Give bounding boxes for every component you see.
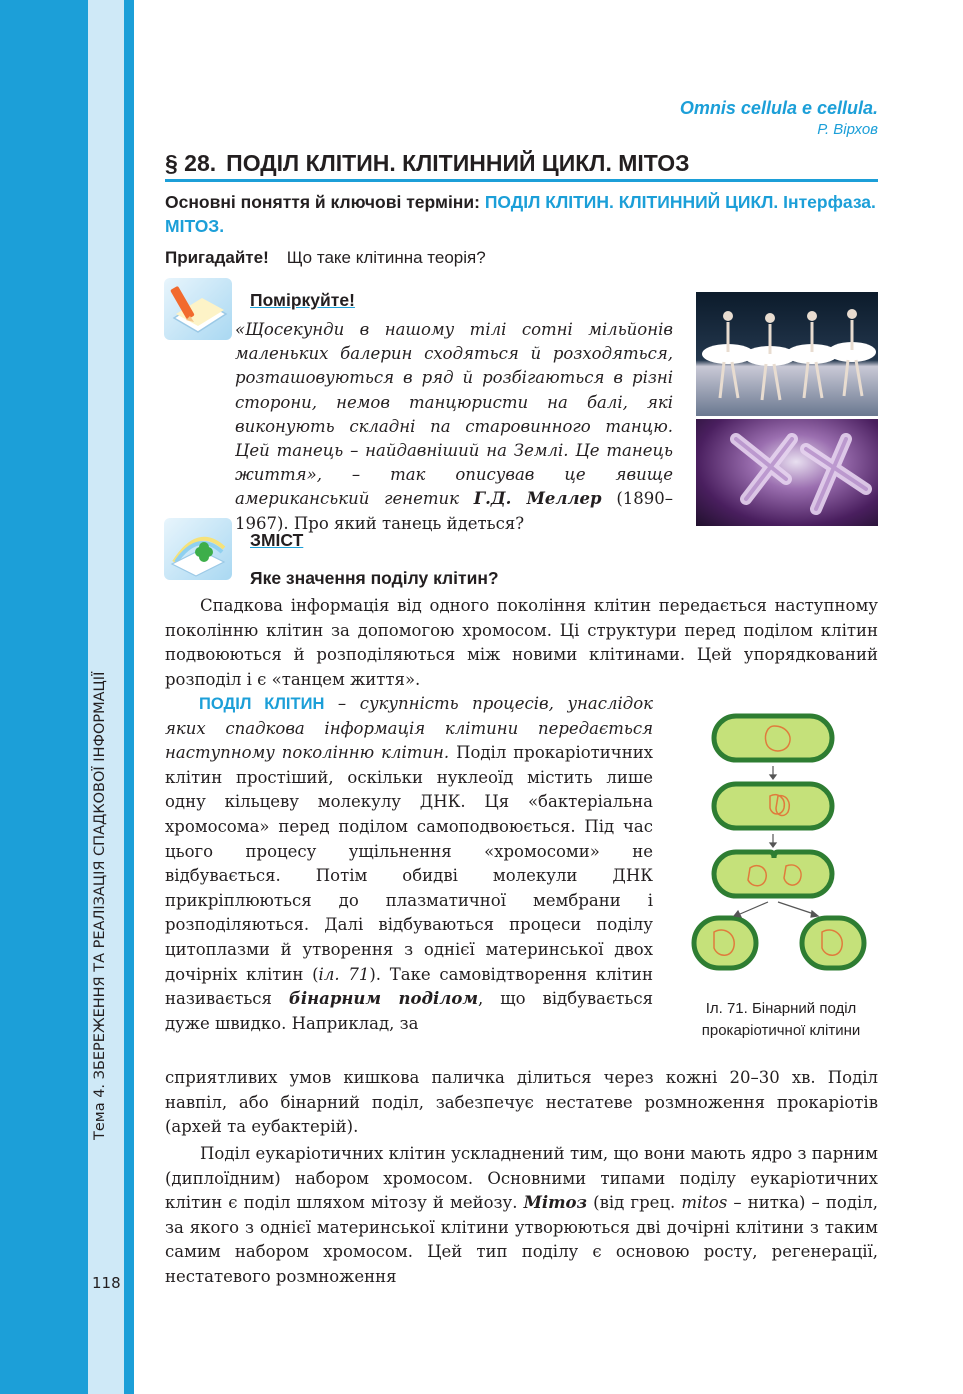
content-title: ЗМІСТ	[250, 530, 304, 550]
page-number: 118	[92, 1274, 121, 1292]
term-mitosis: Мітоз	[523, 1193, 588, 1213]
paragraph-3	[165, 1142, 878, 1290]
binary-fission-diagram	[690, 712, 870, 977]
definition-cell-division: – сукупність процесів, унаслідок яких спадкова інформація клітини передається наступному поколінню клітин.	[165, 694, 653, 763]
epigraph-quote: Omnis cellula e cellula.	[679, 98, 878, 118]
recall-question: Що таке клітинна теорія?	[286, 248, 486, 267]
epigraph	[680, 98, 878, 138]
paragraph-2-text-2: ). Таке самовідтворення клітин називається	[165, 964, 654, 1009]
paragraph-1: Спадкова інформація від одного покоління клітин передається наступному поколінню клітин за допомогою хромосом. Ці структури перед поділом клітин подвоюються й розподіляються між новими клітинами. Цей упорядкований розподіл і є «танцем життя».	[165, 596, 878, 689]
think-quote-tail: (1890–1967). Про який танець йдеться?	[235, 489, 674, 533]
paragraph-3-text-2: (від грец.	[587, 1193, 682, 1213]
think-quote	[165, 318, 673, 536]
think-quote-text: «Щосекунди в нашому тілі сотні мільйонів маленьких балерин сходяться й розходяться, розташовуються в ряд й розбігаються в різні сторони, немов танцюристи на балі, які виконують складні па старовинного танцю. Цей танець – найдавніший на Землі. Це танець життя», – так описував це явище американський генетик	[235, 320, 673, 509]
section-number: § 28.	[165, 150, 217, 176]
epigraph-author: Р. Вірхов	[817, 121, 878, 138]
section-heading	[165, 150, 878, 182]
chromosome-photo	[696, 419, 878, 526]
chapter-title-vertical: Тема 4. ЗБЕРЕЖЕННЯ ТА РЕАЛІЗАЦІЯ СПАДКОВОЇ ІНФОРМАЦІЇ	[92, 671, 108, 1140]
figure-reference: іл. 71	[318, 964, 370, 984]
term-binary-fission: бінарним поділом	[288, 989, 479, 1009]
key-terms	[165, 190, 878, 238]
paragraph-2	[165, 692, 653, 1036]
think-title: Поміркуйте!	[250, 290, 355, 310]
recall-block	[165, 248, 486, 268]
key-terms-list: ПОДІЛ КЛІТИН. КЛІТИННИЙ ЦИКЛ. Інтерфаза. МІТОЗ.	[165, 192, 876, 236]
sidebar-edge	[124, 0, 134, 1394]
content-subheading: Яке значення поділу клітин?	[250, 568, 499, 588]
paragraph-2-text-3: , що відбувається дуже швидко. Наприклад, за	[165, 989, 653, 1033]
section-title: ПОДІЛ КЛІТИН. КЛІТИННИЙ ЦИКЛ. МІТОЗ	[226, 150, 690, 176]
figure-caption: Іл. 71. Бінарний поділ прокаріотичної клітини	[701, 1000, 861, 1039]
term-cell-division: ПОДІЛ КЛІТИН	[199, 695, 325, 713]
paragraph-2-continued: сприятливих умов кишкова паличка ділиться через кожні 20–30 хв. Поділ навпіл, або бінарний поділ, забезпечує нестатеве розмноження прокаріотів (архей та еубактерій).	[165, 1068, 878, 1137]
key-terms-label: Основні поняття й ключові терміни:	[165, 192, 480, 212]
paragraph-3-text-3: – нитка) – поділ, за якого з однієї материнської клітини утворюються дві дочірні клітини з таким самим набором хромосом. Цей тип поділу є основою росту, регенерації, нестатевого розмноження	[165, 1193, 878, 1286]
ballet-photo	[696, 292, 878, 416]
paragraph-2-text: Поділ прокаріотичних клітин простіший, оскільки нуклеоїд містить лише одну кільцеву молекулу ДНК. Ця «бактеріальна хромосома» перед поділом самоподвоюється. Під час цього процесу ущільнення «хромосоми» не відбувається. Потім обидві молекули ДНК прикріплюються до плазматичної мембрани і розподіляються. Далі відбуваються процеси поділу цитоплазми й утворення з однієї материнської двох дочірніх клітин (	[165, 743, 654, 984]
greek-word: mitos	[681, 1193, 728, 1213]
clover-content-icon	[164, 518, 232, 580]
think-quote-author: Г.Д. Меллер	[473, 489, 602, 509]
recall-label: Пригадайте!	[165, 248, 269, 267]
paragraph-3-text: Поділ еукаріотичних клітин ускладнений тим, що вони мають ядро з парним (диплоїдним) набором хромосом. Основними типами поділу еукаріотичних клітин є поділ шляхом мітозу й мейозу.	[165, 1144, 878, 1213]
